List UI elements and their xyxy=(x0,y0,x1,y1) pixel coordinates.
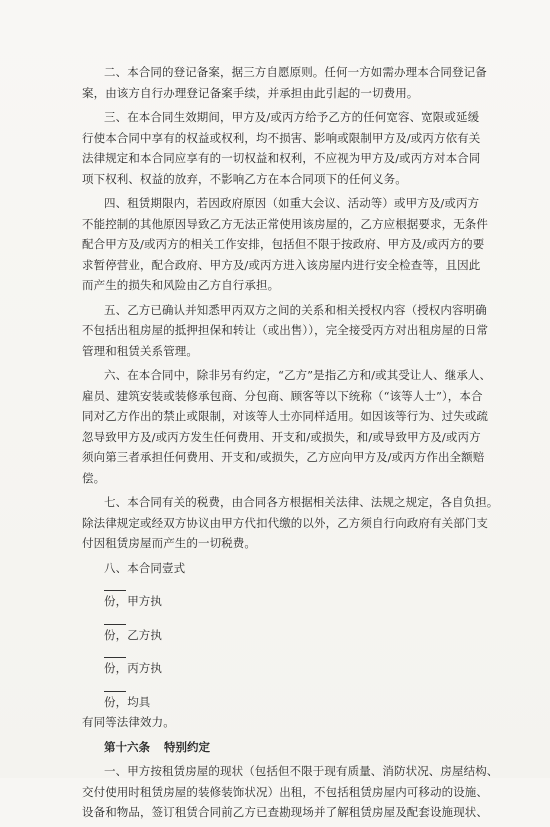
text-line: 偿。 xyxy=(82,470,106,485)
article-number: 第十六条 xyxy=(104,739,150,754)
clause-7-paragraph xyxy=(82,492,499,554)
clause-8-party-b: 份，乙方执 xyxy=(104,627,162,642)
clause-5-paragraph xyxy=(82,300,489,362)
contract-body xyxy=(82,62,499,827)
clause-8-party-a: 份，甲方执 xyxy=(104,594,162,608)
text-line: 同对乙方作出的禁止或限制，对该等人士亦同样适用。如因该等行为、过失或疏 xyxy=(82,409,488,423)
copies-party-c-blank xyxy=(104,679,126,692)
text-line: 项下权利、权益的放弃，不影响乙方在本合同项下的任何义务。 xyxy=(82,171,407,186)
text-line: 忽导致甲方及/或丙方发生任何费用、开支和/或损失，和/或导致甲方及/或丙方 xyxy=(82,429,481,444)
text-line: 案，由该方自行办理登记备案手续，并承担由此引起的一切费用。 xyxy=(82,85,419,100)
text-line: 管理和租赁关系管理。 xyxy=(82,343,198,358)
text-line: 而产生的损失和风险由乙方自行承担。 xyxy=(82,278,280,292)
clause-8-prefix: 八、本合同壹式 xyxy=(104,560,186,575)
clause-8-paragraph xyxy=(82,558,466,733)
clause-2-paragraph xyxy=(82,62,487,103)
clause-8-suffix: 份，均具 xyxy=(104,694,151,709)
text-line: 一、甲方按租赁房屋的现状（包括但不限于现有质量、消防状况、房屋结构、 xyxy=(104,764,499,778)
text-line: 四、租赁期限内，若因政府原因（如重大会议、活动等）或甲方及/或丙方 xyxy=(104,196,480,210)
text-line: 行使本合同中享有的权益或权利，均不损害、影响或限制甲方及/或丙方依有关 xyxy=(82,130,481,145)
text-line: 求暂停营业，配合政府、甲方及/或丙方进入该房屋内进行安全检查等，且因此 xyxy=(82,257,481,272)
text-line: 除法律规定或经双方协议由甲方代扣代缴的以外，乙方须自行向政府有关部门支 xyxy=(82,515,488,530)
text-line: 二、本合同的登记备案，据三方自愿原则。任何一方如需办理本合同登记备 xyxy=(104,65,487,79)
clause-8-party-c: 份，丙方执 xyxy=(104,661,162,675)
text-line: 设备和物品，签订租赁合同前乙方已查勘现场并了解租赁房屋及配套设施现状、 xyxy=(82,805,488,819)
article-16-heading xyxy=(82,737,466,758)
text-line: 配合甲方及/或丙方的相关工作安排，包括但不限于按政府、甲方及/或丙方的要 xyxy=(82,237,485,251)
text-line: 三、在本合同生效期间，甲方及/或丙方给予乙方的任何宽容、宽限或延缓 xyxy=(104,110,480,124)
copies-party-a-blank xyxy=(104,612,126,625)
text-line: 六、在本合同中，除非另有约定，“乙方”是指乙方和/或其受让人、继承人、 xyxy=(104,368,492,382)
text-line: 五、乙方已确认并知悉甲丙双方之间的关系和相关授权内容（授权内容明确 xyxy=(104,302,487,317)
special-terms-paragraph xyxy=(82,761,499,823)
text-line: 法律规定和本合同应享有的一切权益和权利，不应视为甲方及/或丙方对本合同 xyxy=(82,151,481,165)
text-line: 雇员、建筑安装或装修承包商、分包商、顾客等以下统称（“该等人士”），本合 xyxy=(82,388,483,403)
text-line: 不包括出租房屋的抵押担保和转让（或出售）），完全接受丙方对出租房屋的日常 xyxy=(82,323,489,337)
article-title: 特别约定 xyxy=(164,739,210,754)
clause-4-paragraph xyxy=(82,193,488,296)
clause-8-line-1 xyxy=(82,558,466,713)
text-line: 七、本合同有关的税费，由合同各方根据相关法律、法规之规定，各自负担。 xyxy=(104,495,499,509)
text-line: 有同等法律效力。 xyxy=(82,715,175,729)
text-line: 交付使用时租赁房屋的装修装饰状况）出租，不包括租赁房屋内可移动的设施、 xyxy=(82,784,488,799)
text-line: 须向第三者承担任何费用、开支和/或损失，乙方应向甲方及/或丙方作出全额赔 xyxy=(82,450,485,464)
text-line: 付因租赁房屋而产生的一切税费。 xyxy=(82,536,256,550)
text-line: 不能控制的其他原因导致乙方无法正常使用该房屋的，乙方应根据要求，无条件 xyxy=(82,216,488,231)
clause-3-paragraph xyxy=(82,107,481,189)
copies-party-b-blank xyxy=(104,645,126,658)
clause-6-paragraph xyxy=(82,365,492,488)
copies-total-blank xyxy=(104,578,126,591)
